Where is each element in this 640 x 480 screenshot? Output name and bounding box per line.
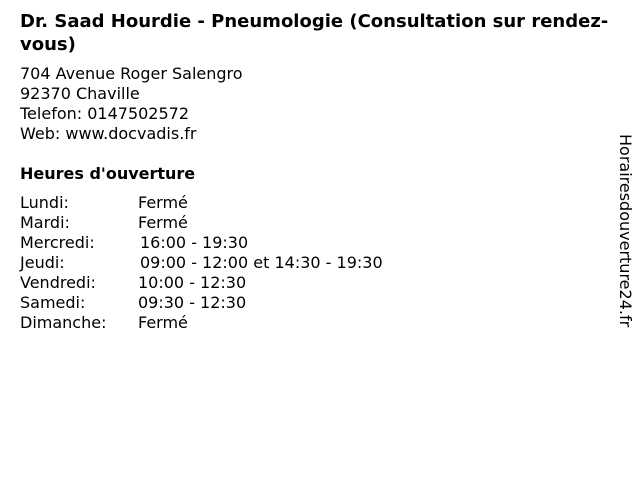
page-title: Dr. Saad Hourdie - Pneumologie (Consultation sur rendez-vous) — [20, 11, 609, 55]
hours-row-wednesday — [20, 233, 383, 253]
hours-row-sunday — [20, 313, 383, 333]
hours-row-saturday — [20, 293, 383, 313]
day-label: Mercredi: — [20, 233, 95, 252]
day-label: Jeudi: — [20, 253, 65, 272]
day-hours: Fermé — [138, 193, 188, 212]
day-label: Samedi: — [20, 293, 86, 312]
day-hours: 09:00 - 12:00 et 14:30 - 19:30 — [140, 253, 383, 272]
day-hours: 16:00 - 19:30 — [140, 233, 249, 252]
day-hours: Fermé — [138, 213, 188, 232]
city-postcode: 92370 Chaville — [20, 84, 140, 103]
hours-row-monday — [20, 193, 383, 213]
hours-row-thursday — [20, 253, 383, 273]
site-watermark: Horairesdouverture24.fr — [616, 134, 635, 328]
phone-number: Telefon: 0147502572 — [20, 104, 190, 123]
hours-row-friday — [20, 273, 383, 293]
day-label: Vendredi: — [20, 273, 96, 292]
day-label: Mardi: — [20, 213, 70, 232]
hours-row-tuesday — [20, 213, 383, 233]
opening-hours-heading: Heures d'ouverture — [20, 164, 196, 183]
address-block — [20, 64, 243, 144]
day-hours: 10:00 - 12:30 — [138, 273, 247, 292]
website: Web: www.docvadis.fr — [20, 124, 197, 143]
opening-hours-table — [20, 193, 383, 333]
day-hours: Fermé — [138, 313, 188, 332]
street-address: 704 Avenue Roger Salengro — [20, 64, 243, 83]
day-label: Dimanche: — [20, 313, 107, 332]
day-label: Lundi: — [20, 193, 69, 212]
day-hours: 09:30 - 12:30 — [138, 293, 247, 312]
